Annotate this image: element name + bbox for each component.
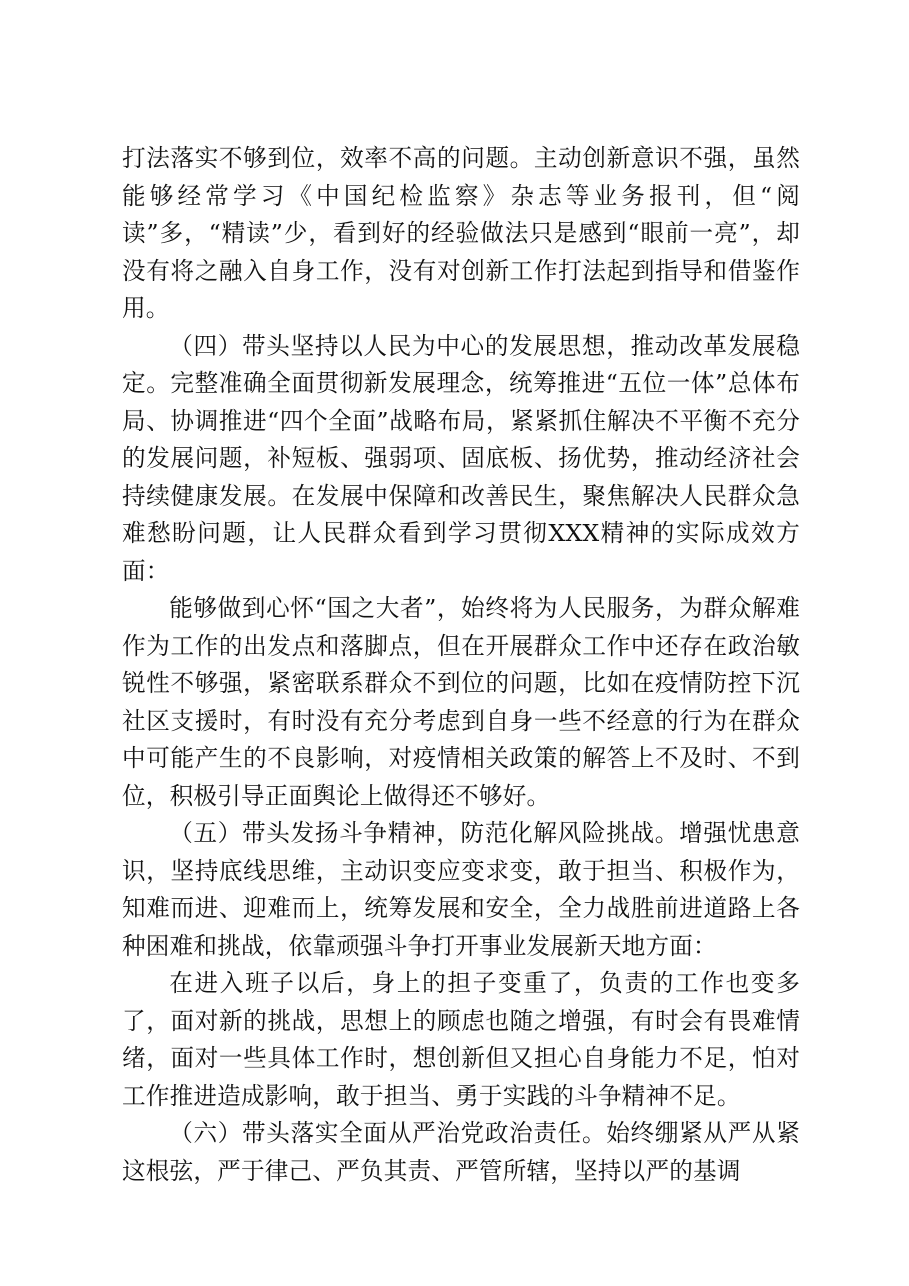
paragraph-continuation: 打法落实不够到位，效率不高的问题。主动创新意识不强，虽然能够经常学习《中国纪检监察》杂志等业务报刊，但“阅读”多，“精读”少，看到好的经验做法只是感到“眼前一亮”，却没有将之融入自身工作，没有对创新工作打法起到指导和借鉴作用。 (122, 144, 800, 322)
paragraph-section-4-response: 能够做到心怀“国之大者”，始终将为人民服务，为群众解难作为工作的出发点和落脚点，但在开展群众工作中还存在政治敏锐性不够强，紧密联系群众不到位的问题，比如在疫情防控下沉社区支援时，有时没有充分考虑到自身一些不经意的行为在群众中可能产生的不良影响，对疫情相关政策的解答上不及时、不到位，积极引导正面舆论上做得还不够好。 (122, 594, 800, 810)
document-body (122, 140, 800, 1190)
paragraph-section-6: （六）带头落实全面从严治党政治责任。始终绷紧从严从紧这根弦，严于律己、严负其责、严管所辖，坚持以严的基调 (122, 1119, 800, 1185)
paragraph-section-5-response: 在进入班子以后，身上的担子变重了，负责的工作也变多了，面对新的挑战，思想上的顾虑也随之增强，有时会有畏难情绪，面对一些具体工作时，想创新但又担心自身能力不足，怕对工作推进造成影响，敢于担当、勇于实践的斗争精神不足。 (122, 969, 800, 1110)
paragraph-section-5: （五）带头发扬斗争精神，防范化解风险挑战。增强忧患意识，坚持底线思维，主动识变应变求变，敢于担当、积极作为，知难而进、迎难而上，统筹发展和安全，全力战胜前进道路上各种困难和挑战，依靠顽强斗争打开事业发展新天地方面： (122, 819, 800, 960)
paragraph-section-4: （四）带头坚持以人民为中心的发展思想，推动改革发展稳定。完整准确全面贯彻新发展理念，统筹推进“五位一体”总体布局、协调推进“四个全面”战略布局，紧紧抓住解决不平衡不充分的发展问题，补短板、强弱项、固底板、扬优势，推动经济社会持续健康发展。在发展中保障和改善民生，聚焦解决人民群众急难愁盼问题，让人民群众看到学习贯彻XXX精神的实际成效方面： (122, 331, 800, 585)
